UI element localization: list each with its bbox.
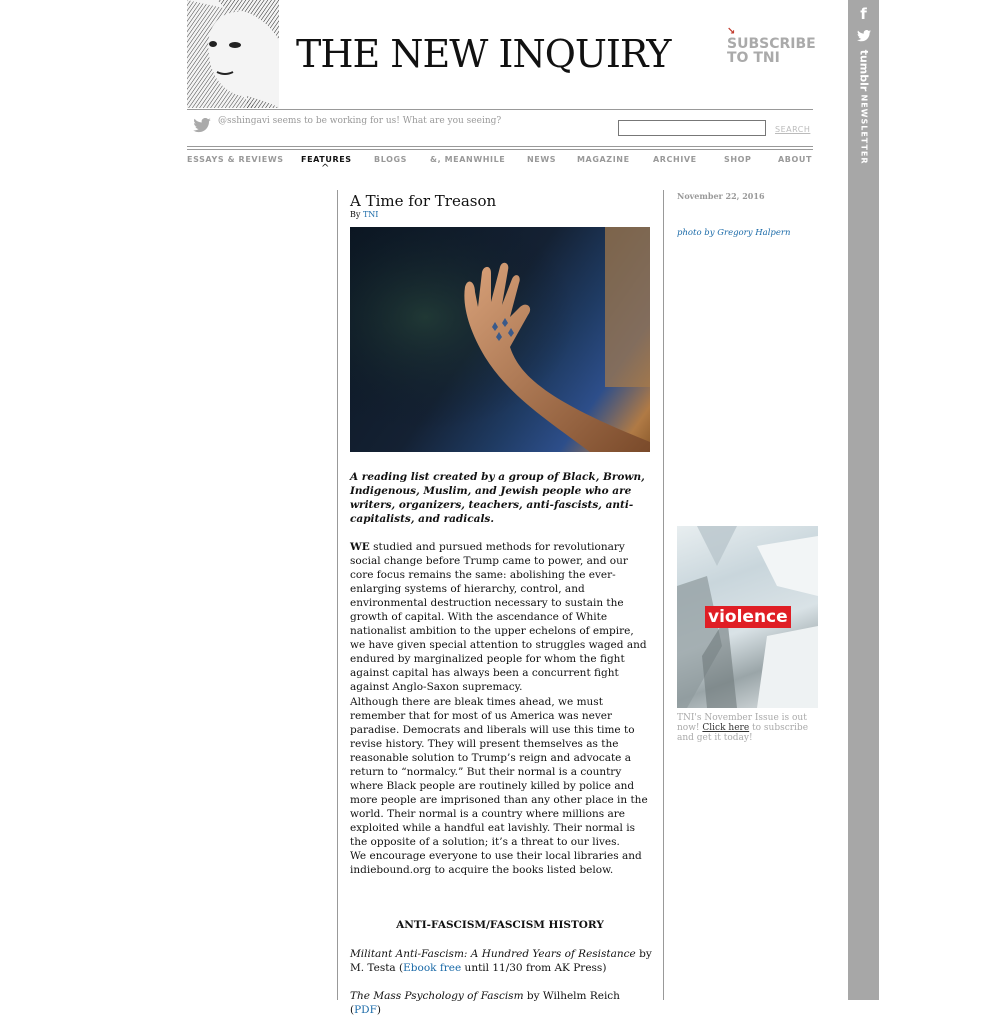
nav-meanwhile[interactable]: &, MEANWHILE [430, 155, 506, 164]
paragraph-1-text: studied and pursued methods for revolutionary social change before Trump came to power, and our core focus remains the same: abolishing the ever-enlarging systems of hierarchy, control, and environmental destruction necessary to sustain the growth of capital. With the ascendance of White nationalist ambition to the upper echelons of empire, we have given special attention to struggles waged and endured by marginalized people for whom the fight against capital has always been a concurrent fight against Anglo-Saxon supremacy. [350, 541, 647, 693]
nav-features[interactable]: FEATURES [301, 155, 352, 164]
nav-divider-top-2 [187, 149, 813, 150]
publish-date: November 22, 2016 [677, 191, 765, 201]
issue-promo [677, 713, 817, 743]
nav-blogs[interactable]: BLOGS [374, 155, 408, 164]
nav-magazine[interactable]: MAGAZINE [577, 155, 630, 164]
article-title: A Time for Treason [350, 192, 497, 210]
tumblr-label: tumblr [857, 49, 871, 92]
newsletter-label: NEWSLETTER [859, 94, 869, 165]
newsletter-link[interactable] [848, 94, 879, 170]
book-title: Militant Anti-Fascism: A Hundred Years of Resistance [350, 948, 636, 960]
twitter-icon[interactable] [848, 30, 879, 45]
nav-essays-reviews[interactable]: ESSAYS & REVIEWS [187, 155, 284, 164]
nav-archive[interactable]: ARCHIVE [653, 155, 697, 164]
main-nav [187, 155, 813, 171]
nav-divider-top [187, 146, 813, 147]
book-tail: ) [376, 1004, 381, 1016]
facebook-icon[interactable]: f [860, 5, 867, 23]
latest-tweet[interactable]: @sshingavi seems to be working for us! What are you seeing? [218, 116, 502, 126]
column-divider-right [663, 190, 664, 1000]
nav-about[interactable]: ABOUT [778, 155, 813, 164]
subscribe-line-1: SUBSCRIBE [727, 36, 816, 52]
issue-promo-tail: to subscribe and get it today! [677, 723, 809, 743]
logo-portrait[interactable] [187, 0, 279, 108]
search-button[interactable]: SEARCH [775, 125, 811, 134]
section-heading: ANTI-FASCISM/FASCISM HISTORY [396, 919, 604, 931]
byline [350, 210, 378, 219]
issue-title: violence [705, 606, 791, 628]
subscribe-link[interactable] [727, 27, 816, 65]
article-paragraph-1 [350, 540, 652, 694]
book-author: by Wilhelm Reich ( [350, 990, 620, 1016]
issue-promo-text: TNI's November Issue is out now! [677, 713, 807, 733]
hero-image [350, 227, 650, 452]
search-input[interactable] [618, 120, 766, 136]
article-paragraph-3: We encourage everyone to use their local libraries and indiebound.org to acquire the books listed below. [350, 850, 642, 876]
social-sidebar [848, 0, 879, 1000]
book-tail: until 11/30 from AK Press) [461, 962, 607, 974]
book-title: The Mass Psychology of Fascism [350, 990, 524, 1002]
column-divider-left [337, 190, 338, 1000]
issue-subscribe-link[interactable]: Click here [702, 723, 750, 733]
tumblr-icon[interactable] [848, 49, 879, 92]
header-divider [187, 109, 813, 110]
book-entry [350, 947, 652, 975]
active-caret-icon: ^ [321, 163, 330, 174]
book-link[interactable]: Ebook free [403, 962, 462, 974]
arrow-icon: ↘ [727, 26, 736, 37]
article-paragraph-2: Although there are bleak times ahead, we must remember that for most of us America was never paradise. Democrats and liberals will use this time to revise history. They will present themselves as the reasonable solution to Trump’s reign and advocate a return to “normalcy.” But their normal is a country where Black people are routinely killed by police and more people are imprisoned than any other place in the world. Their normal is a country where millions are exploited while a handful eat lavishly. Their normal is the opposite of a solution; it’s a threat to our lives. [350, 696, 648, 848]
article-lede: A reading list created by a group of Black, Brown, Indigenous, Muslim, and Jewish people who are writers, organizers, teachers, anti-fascists, anti-capitalists, and radicals. [350, 471, 645, 525]
byline-prefix: By [350, 210, 361, 219]
twitter-bird-icon [193, 117, 211, 138]
book-entry [350, 989, 652, 1017]
author-link[interactable]: TNI [362, 210, 379, 219]
book-link[interactable]: PDF [354, 1004, 377, 1016]
nav-news[interactable]: NEWS [527, 155, 557, 164]
site-title[interactable]: THE NEW INQUIRY [296, 32, 671, 76]
subscribe-line-2: TO TNI [727, 50, 780, 66]
issue-cover-image[interactable] [677, 526, 818, 708]
paragraph-lead: WE [350, 541, 370, 553]
nav-shop[interactable]: SHOP [724, 155, 752, 164]
book-author: by M. Testa ( [350, 948, 652, 974]
photo-credit: photo by Gregory Halpern [677, 228, 791, 238]
